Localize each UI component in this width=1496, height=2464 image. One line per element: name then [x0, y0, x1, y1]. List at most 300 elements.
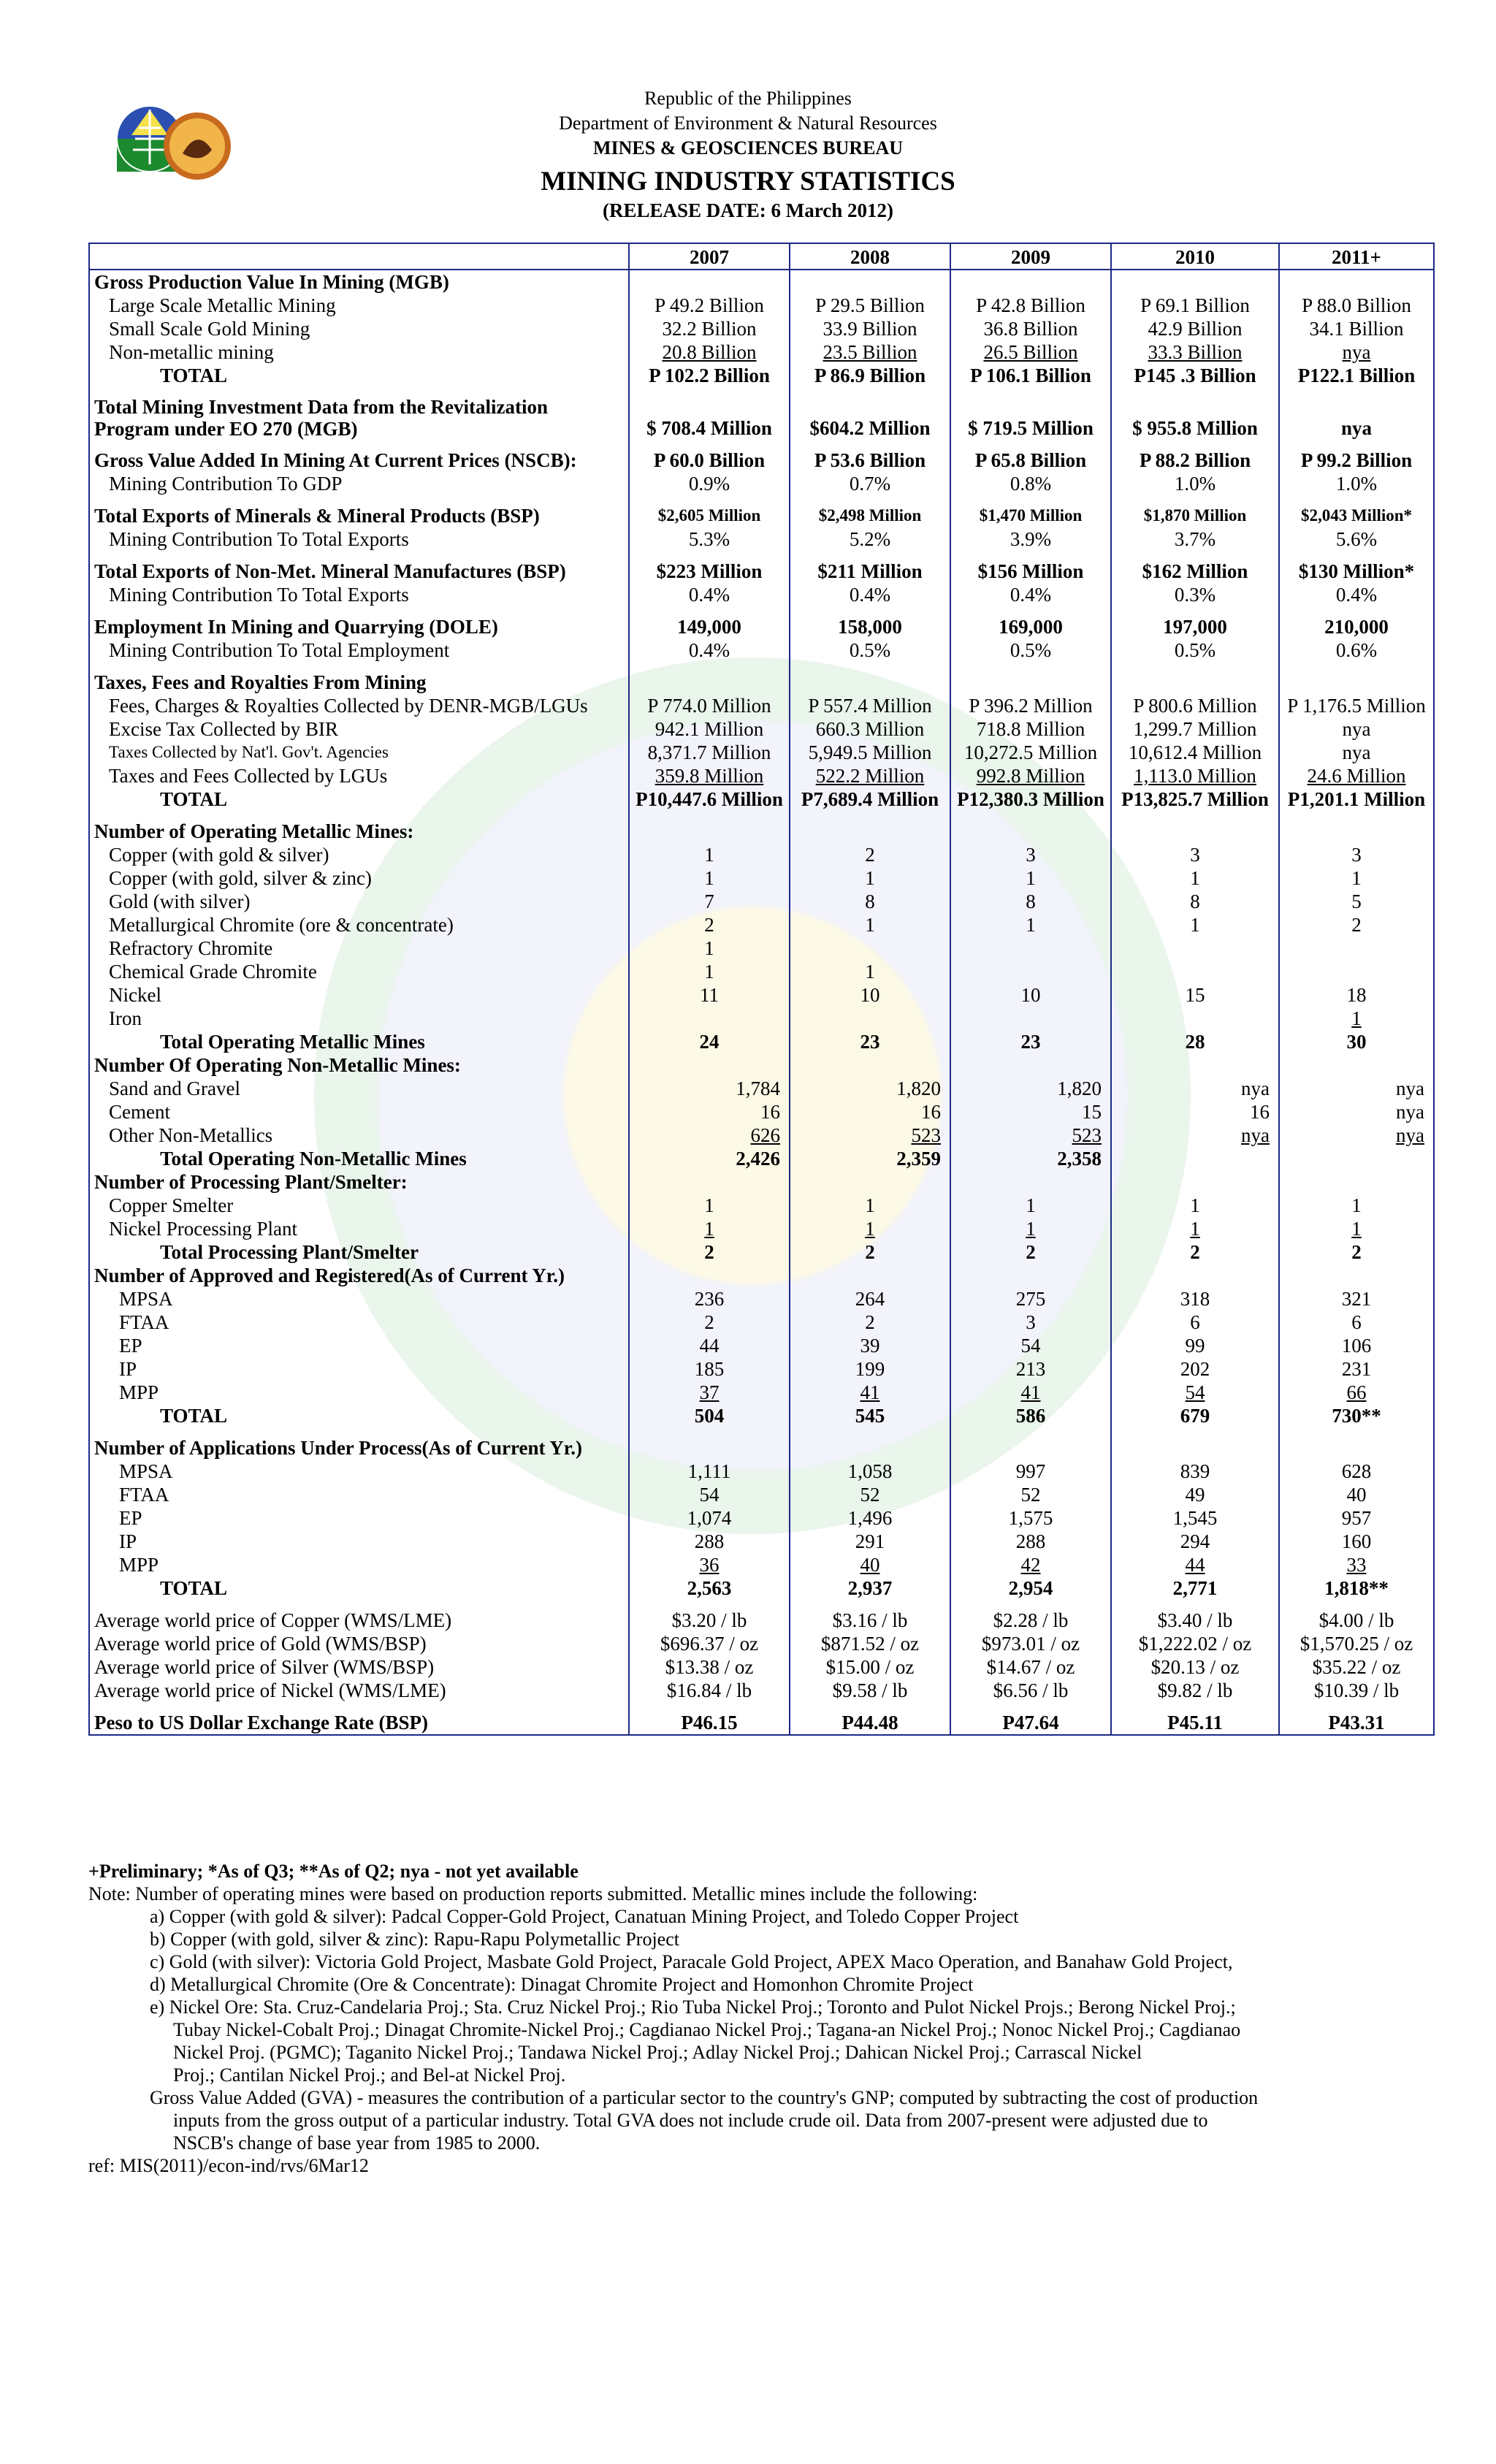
row-label — [89, 1334, 629, 1357]
value-cell — [790, 1679, 950, 1702]
cell-text: 23 — [860, 1031, 880, 1053]
value-cell — [790, 913, 950, 937]
cell-text: P122.1 Billion — [1297, 365, 1416, 386]
cell-text: 504 — [694, 1405, 725, 1427]
price-row — [89, 1632, 1434, 1655]
cell-text: 1,820 — [896, 1077, 941, 1099]
value-cell — [1111, 472, 1279, 495]
cell-text: 0.8% — [1010, 473, 1052, 495]
cell-text: 2,954 — [1008, 1577, 1053, 1599]
value-cell — [950, 1217, 1111, 1240]
value-cell — [790, 1357, 950, 1381]
value-cell — [1279, 913, 1434, 937]
cell-text: $211 Million — [817, 560, 923, 582]
tax-row — [89, 694, 1434, 717]
value-cell — [790, 1030, 950, 1053]
cell-text: 2 — [1026, 1241, 1036, 1263]
value-cell — [1279, 717, 1434, 741]
spacer-cell — [629, 1600, 790, 1609]
cell-text: Nickel Processing Plant — [109, 1218, 297, 1240]
cell-text: nya — [1396, 1077, 1424, 1099]
value-cell — [950, 1483, 1111, 1506]
cell-text: P 42.8 Billion — [976, 294, 1085, 316]
value-cell — [1279, 1240, 1434, 1264]
value-cell — [950, 1632, 1111, 1655]
spacer-row — [89, 1600, 1434, 1609]
value-cell — [1279, 866, 1434, 890]
row-label — [89, 717, 629, 741]
gross-production-row — [89, 340, 1434, 364]
value-cell — [629, 741, 790, 764]
value-cell — [629, 1240, 790, 1264]
cell-text: 34.1 Billion — [1309, 318, 1404, 340]
spacer-cell — [629, 811, 790, 820]
value-cell — [629, 1404, 790, 1427]
spacer-row — [89, 551, 1434, 560]
value-cell — [950, 583, 1111, 606]
spacer-cell — [950, 606, 1111, 615]
value-cell — [1111, 1030, 1279, 1053]
cell-text: P 102.2 Billion — [649, 365, 770, 386]
contribution-row — [89, 527, 1434, 551]
row-label — [89, 1506, 629, 1530]
spacer-cell — [1111, 1600, 1279, 1609]
spacer-cell — [1279, 1427, 1434, 1436]
value-cell — [1279, 1483, 1434, 1506]
cell-text: Taxes and Fees Collected by LGUs — [109, 765, 388, 787]
row-label — [89, 1576, 629, 1600]
approved-row — [89, 1357, 1434, 1381]
value-cell — [1111, 1170, 1279, 1194]
value-cell — [629, 1553, 790, 1576]
cell-text: Gross Production Value In Mining (MGB) — [94, 271, 449, 293]
cell-text: 1.0% — [1335, 473, 1378, 495]
cell-text: Excise Tax Collected by BIR — [109, 718, 339, 740]
cell-text: Average world price of Silver (WMS/BSP) — [94, 1656, 435, 1678]
cell-text: IP — [119, 1358, 137, 1380]
cell-text: $223 Million — [656, 560, 763, 582]
value-cell — [629, 504, 790, 527]
row-label — [89, 741, 629, 764]
cell-text: 3.9% — [1010, 528, 1052, 550]
value-cell — [1279, 1381, 1434, 1404]
value-cell — [1111, 983, 1279, 1007]
row-label — [89, 843, 629, 866]
value-cell — [1111, 1404, 1279, 1427]
cell-text: $2,605 Million — [657, 506, 761, 525]
cell-text: $20.13 / oz — [1150, 1656, 1240, 1678]
row-label — [89, 1170, 629, 1194]
value-cell — [1279, 1506, 1434, 1530]
cell-text: 28 — [1185, 1031, 1205, 1053]
cell-text: $696.37 / oz — [660, 1633, 759, 1655]
page-title: MINING INDUSTRY STATISTICS — [541, 167, 955, 197]
application-row — [89, 1576, 1434, 1600]
cell-text: Nickel — [109, 984, 161, 1006]
row-label — [89, 1030, 629, 1053]
row-label — [89, 340, 629, 364]
cell-text: 275 — [1015, 1288, 1046, 1310]
cell-text: 149,000 — [677, 616, 741, 638]
value-cell — [950, 1170, 1111, 1194]
cell-text: P 1,176.5 Million — [1287, 695, 1426, 717]
cell-text: 10 — [860, 984, 880, 1006]
cell-text: $15.00 / oz — [825, 1656, 915, 1678]
spacer-cell — [1279, 551, 1434, 560]
cell-text: 8,371.7 Million — [647, 741, 771, 763]
value-cell — [1111, 1679, 1279, 1702]
cell-text: 1,058 — [847, 1460, 893, 1482]
cell-text: Number of Operating Metallic Mines: — [94, 820, 414, 842]
value-cell — [629, 764, 790, 787]
spacer-cell — [629, 495, 790, 504]
cell-text: Chemical Grade Chromite — [109, 961, 317, 983]
cell-text: Copper (with gold, silver & zinc) — [109, 867, 372, 889]
contribution-row — [89, 583, 1434, 606]
value-cell — [629, 787, 790, 811]
row-label — [89, 694, 629, 717]
value-cell — [1279, 960, 1434, 983]
value-cell — [1111, 1007, 1279, 1030]
cell-text: 359.8 Million — [654, 765, 764, 787]
cell-text: 10 — [1020, 984, 1041, 1006]
cell-text: nya — [1342, 741, 1371, 763]
value-cell — [1111, 1334, 1279, 1357]
value-cell — [1111, 1711, 1279, 1735]
cell-text: $4.00 / lb — [1318, 1609, 1394, 1631]
value-cell — [950, 1679, 1111, 1702]
value-cell — [1279, 1007, 1434, 1030]
value-cell — [1111, 317, 1279, 340]
header-blank — [89, 243, 629, 270]
cell-text: 1,074 — [687, 1507, 732, 1529]
row-label — [89, 294, 629, 317]
value-cell — [629, 560, 790, 583]
value-cell — [950, 504, 1111, 527]
gva-note-3: NSCB's change of base year from 1985 to 2000. — [173, 2132, 541, 2154]
cell-text: 0.6% — [1335, 639, 1378, 661]
cell-text: 40 — [1346, 1484, 1367, 1506]
value-cell — [950, 843, 1111, 866]
value-cell — [790, 1077, 950, 1100]
metallic-mine-row — [89, 890, 1434, 913]
cell-text: P7,689.4 Million — [801, 788, 939, 810]
cell-text: 5.2% — [849, 528, 891, 550]
value-cell — [629, 1609, 790, 1632]
value-cell — [1111, 270, 1279, 294]
value-cell — [790, 1506, 950, 1530]
cell-text: P 396.2 Million — [969, 695, 1093, 717]
cell-text: Gold (with silver) — [109, 890, 251, 912]
approved-row — [89, 1404, 1434, 1427]
metallic-mine-row — [89, 937, 1434, 960]
spacer-cell — [790, 1427, 950, 1436]
value-cell — [790, 1381, 950, 1404]
cell-text: 3 — [1351, 844, 1362, 866]
note-b: b) Copper (with gold, silver & zinc): Rapu-Rapu Polymetallic Project — [150, 1929, 679, 1950]
value-cell — [1279, 1576, 1434, 1600]
value-cell — [1111, 1530, 1279, 1553]
legend-line: +Preliminary; *As of Q3; **As of Q2; nya - not yet available — [88, 1861, 579, 1882]
metallic-mine-row — [89, 843, 1434, 866]
release-date: (RELEASE DATE: 6 March 2012) — [602, 199, 893, 221]
value-cell — [790, 787, 950, 811]
value-cell — [950, 1711, 1111, 1735]
value-cell — [1279, 472, 1434, 495]
value-cell — [1111, 913, 1279, 937]
cell-text: 0.5% — [1010, 639, 1052, 661]
value-cell — [629, 1679, 790, 1702]
value-cell — [629, 820, 790, 843]
cell-text: Average world price of Gold (WMS/BSP) — [94, 1633, 427, 1655]
cell-text: 16 — [1250, 1101, 1270, 1123]
value-cell — [950, 1194, 1111, 1217]
statistics-table — [88, 243, 1435, 1736]
value-cell — [950, 694, 1111, 717]
section-applications — [89, 1436, 1434, 1460]
price-row — [89, 1609, 1434, 1632]
value-cell — [1111, 1609, 1279, 1632]
row-label — [89, 960, 629, 983]
cell-text: $13.38 / oz — [665, 1656, 754, 1678]
value-cell — [1111, 1483, 1279, 1506]
value-cell — [790, 983, 950, 1007]
cell-text: $3.40 / lb — [1157, 1609, 1233, 1631]
cell-text: 2,563 — [687, 1577, 732, 1599]
spacer-cell — [1111, 1702, 1279, 1711]
cell-text: 1 — [1190, 1218, 1200, 1240]
metallic-mine-row — [89, 960, 1434, 983]
cell-text: 679 — [1180, 1405, 1210, 1427]
cell-text: TOTAL — [160, 1405, 228, 1427]
value-cell — [790, 1632, 950, 1655]
value-cell — [950, 937, 1111, 960]
value-cell — [790, 1240, 950, 1264]
cell-text: 54 — [699, 1484, 720, 1506]
cell-text: 106 — [1341, 1335, 1372, 1357]
cell-text: P44.48 — [842, 1712, 898, 1733]
value-cell — [1111, 294, 1279, 317]
value-cell — [1111, 1553, 1279, 1576]
cell-text: 16 — [760, 1101, 780, 1123]
spacer-cell — [629, 387, 790, 396]
value-cell — [629, 1334, 790, 1357]
value-cell — [629, 472, 790, 495]
cell-text: 54 — [1020, 1335, 1041, 1357]
cell-text: Total Mining Investment Data from the Revitalization Program under EO 270 (MGB) — [94, 396, 548, 440]
cell-text: 1 — [704, 961, 714, 983]
row-label — [89, 1007, 629, 1030]
note-d: d) Metallurgical Chromite (Ore & Concentrate): Dinagat Chromite Project and Homonhon Chromite Project — [150, 1974, 974, 1995]
cell-text: 44 — [1185, 1554, 1205, 1576]
cell-text: $162 Million — [1142, 560, 1248, 582]
cell-text: 3.7% — [1174, 528, 1216, 550]
cell-text: 33.9 Billion — [823, 318, 917, 340]
row-label — [89, 317, 629, 340]
cell-text: P46.15 — [681, 1712, 738, 1733]
value-cell — [1111, 1655, 1279, 1679]
row-label — [89, 890, 629, 913]
spacer-cell — [89, 662, 629, 671]
value-cell — [629, 1194, 790, 1217]
value-cell — [950, 1404, 1111, 1427]
value-cell — [629, 270, 790, 294]
cell-text: MPSA — [119, 1460, 173, 1482]
cell-text: 522.2 Million — [815, 765, 925, 787]
cell-text: 42.9 Billion — [1148, 318, 1243, 340]
value-cell — [950, 560, 1111, 583]
value-cell — [1111, 527, 1279, 551]
value-cell — [790, 671, 950, 694]
value-cell — [1279, 1217, 1434, 1240]
value-cell — [790, 1609, 950, 1632]
value-cell — [1279, 340, 1434, 364]
cell-text: Mining Contribution To GDP — [109, 473, 343, 495]
cell-text: EP — [119, 1507, 142, 1529]
cell-text: MPP — [119, 1554, 159, 1576]
cell-text: 16 — [921, 1101, 941, 1123]
cell-text: 1 — [1026, 914, 1036, 936]
row-label — [89, 1655, 629, 1679]
cell-text: Average world price of Nickel (WMS/LME) — [94, 1679, 446, 1701]
value-cell — [629, 615, 790, 638]
value-cell — [950, 1357, 1111, 1381]
cell-text: $ 708.4 Million — [646, 417, 772, 439]
value-cell — [950, 615, 1111, 638]
value-cell — [1111, 364, 1279, 387]
value-cell — [950, 890, 1111, 913]
cell-text: $604.2 Million — [809, 417, 931, 439]
cell-text: 8 — [1190, 890, 1200, 912]
cell-text: 997 — [1015, 1460, 1046, 1482]
cell-text: 36 — [699, 1554, 720, 1576]
cell-text: 0.4% — [688, 584, 730, 606]
cell-text: 2 — [704, 914, 714, 936]
cell-text: 236 — [694, 1288, 725, 1310]
spacer-cell — [89, 551, 629, 560]
spacer-cell — [790, 1702, 950, 1711]
spacer-cell — [89, 387, 629, 396]
value-cell — [950, 866, 1111, 890]
value-cell — [790, 694, 950, 717]
row-label — [89, 1632, 629, 1655]
cell-text: 0.3% — [1174, 584, 1216, 606]
cell-text: 2,426 — [736, 1148, 780, 1170]
exchange-rate-row — [89, 1711, 1434, 1735]
cell-text: 1 — [704, 937, 714, 959]
value-cell — [790, 396, 950, 440]
application-row — [89, 1483, 1434, 1506]
value-cell — [629, 449, 790, 472]
value-cell — [1279, 1609, 1434, 1632]
value-cell — [1111, 843, 1279, 866]
cell-text: 199 — [855, 1358, 885, 1380]
value-cell — [790, 1530, 950, 1553]
row-label — [89, 787, 629, 811]
cell-text: 15 — [1185, 984, 1205, 1006]
cell-text: 37 — [699, 1381, 720, 1403]
value-cell — [1111, 1311, 1279, 1334]
row-label — [89, 449, 629, 472]
cell-text: Employment In Mining and Quarrying (DOLE) — [94, 616, 498, 638]
value-cell — [1111, 638, 1279, 662]
value-cell — [790, 1264, 950, 1287]
value-cell — [790, 560, 950, 583]
spacer-cell — [89, 495, 629, 504]
value-cell — [950, 983, 1111, 1007]
value-cell — [1279, 294, 1434, 317]
cell-text: 1.0% — [1174, 473, 1216, 495]
header-republic: Republic of the Philippines — [644, 88, 852, 109]
cell-text: 2 — [1190, 1241, 1200, 1263]
cell-text: 49 — [1185, 1484, 1205, 1506]
cell-text: P13,825.7 Million — [1121, 788, 1269, 810]
spacer-cell — [950, 811, 1111, 820]
cell-text: 210,000 — [1324, 616, 1389, 638]
cell-text: 26.5 Billion — [983, 341, 1078, 363]
value-cell — [1111, 1287, 1279, 1311]
cell-text: $10.39 / lb — [1313, 1679, 1400, 1701]
row-label — [89, 1311, 629, 1334]
value-cell — [950, 364, 1111, 387]
spacer-cell — [1279, 387, 1434, 396]
cell-text: 1 — [865, 961, 875, 983]
value-cell — [950, 671, 1111, 694]
row-label — [89, 820, 629, 843]
value-cell — [629, 866, 790, 890]
value-cell — [1279, 1194, 1434, 1217]
section-s4 — [89, 504, 1434, 527]
value-cell — [950, 717, 1111, 741]
value-cell — [790, 937, 950, 960]
spacer-cell — [950, 1427, 1111, 1436]
cell-text: 169,000 — [999, 616, 1063, 638]
spacer-cell — [89, 1427, 629, 1436]
cell-text: nya — [1396, 1124, 1424, 1146]
value-cell — [790, 1147, 950, 1170]
value-cell — [1279, 1264, 1434, 1287]
cell-text: 23.5 Billion — [823, 341, 917, 363]
cell-text: 2 — [865, 1311, 875, 1333]
cell-text: 3 — [1026, 1311, 1036, 1333]
price-row — [89, 1655, 1434, 1679]
cell-text: $156 Million — [977, 560, 1084, 582]
value-cell — [1111, 396, 1279, 440]
cell-text: 321 — [1341, 1288, 1372, 1310]
cell-text: 1,299.7 Million — [1133, 718, 1257, 740]
cell-text: Copper (with gold & silver) — [109, 844, 329, 866]
value-cell — [950, 913, 1111, 937]
cell-text: 1 — [704, 1218, 714, 1240]
cell-text: 992.8 Million — [976, 765, 1085, 787]
cell-text: $2.28 / lb — [993, 1609, 1069, 1631]
row-label — [89, 560, 629, 583]
value-cell — [790, 866, 950, 890]
spacer-cell — [790, 1600, 950, 1609]
cell-text: nya — [1340, 417, 1373, 439]
value-cell — [1279, 504, 1434, 527]
value-cell — [790, 527, 950, 551]
value-cell — [790, 364, 950, 387]
spacer-cell — [89, 606, 629, 615]
value-cell — [629, 1287, 790, 1311]
value-cell — [1111, 1077, 1279, 1100]
section-approved — [89, 1264, 1434, 1287]
value-cell — [1279, 1030, 1434, 1053]
cell-text: P 53.6 Billion — [814, 449, 926, 471]
cell-text: 1 — [865, 1194, 875, 1216]
value-cell — [790, 741, 950, 764]
